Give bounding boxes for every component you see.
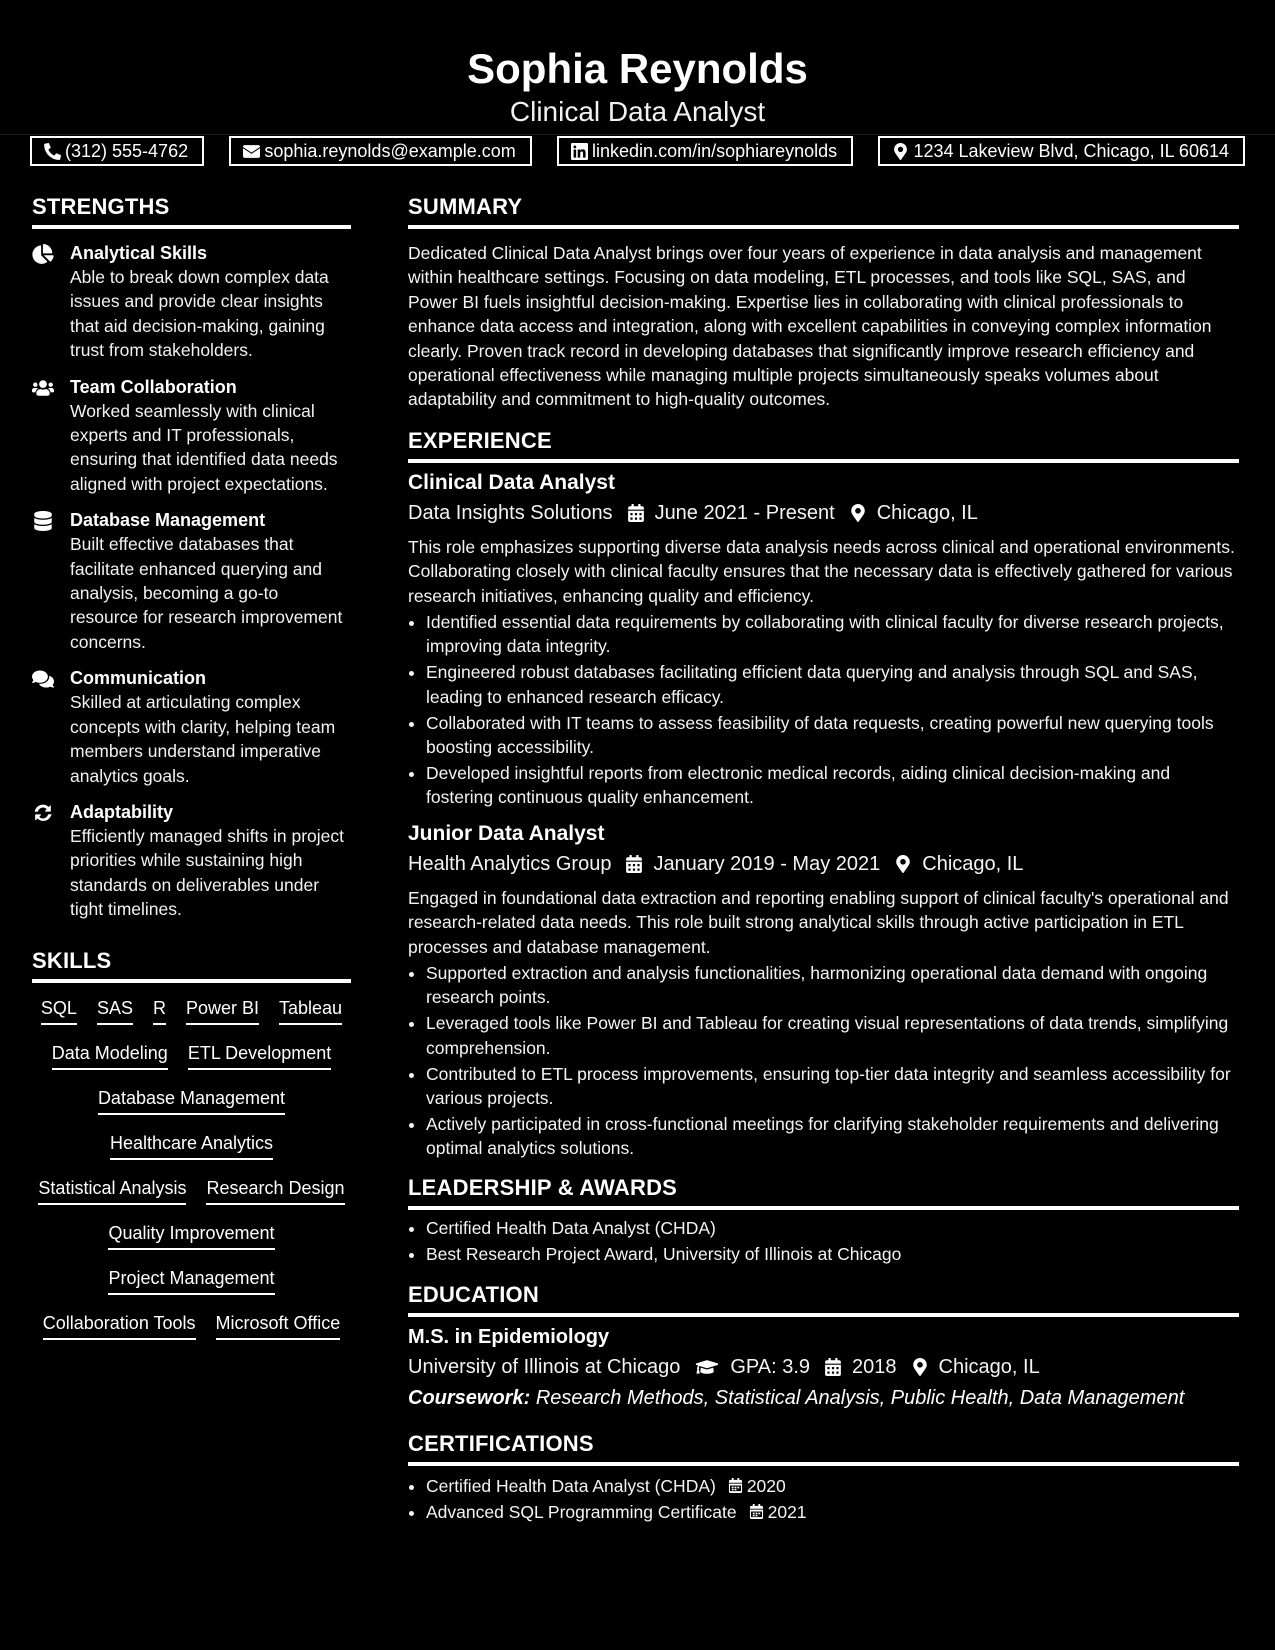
job-bullets xyxy=(408,610,1239,810)
experience-section xyxy=(408,426,1239,1161)
candidate-name: Sophia Reynolds xyxy=(467,45,808,92)
strength-item xyxy=(32,241,351,363)
strengths-section xyxy=(32,192,351,922)
skill-tag: Project Management xyxy=(108,1265,274,1295)
education-heading: EDUCATION xyxy=(408,1280,1239,1317)
skill-tag: Data Modeling xyxy=(52,1040,168,1070)
certification-year: 2020 xyxy=(746,1476,786,1497)
education-meta xyxy=(408,1351,1239,1383)
job-meta xyxy=(408,497,1239,529)
calendar-icon xyxy=(824,1358,842,1376)
contact-bar xyxy=(30,136,1245,166)
skill-tag: Quality Improvement xyxy=(108,1220,274,1250)
skills-heading: SKILLS xyxy=(32,946,351,983)
skill-tag: R xyxy=(153,995,166,1025)
linkedin-text: linkedin.com/in/sophiareynolds xyxy=(592,140,838,161)
strength-desc: Worked seamlessly with clinical experts and IT professionals, ensuring that identified data needs aligned with project expectations. xyxy=(70,400,338,494)
address-text: 1234 Lakeview Blvd, Chicago, IL 60614 xyxy=(913,140,1229,161)
calendar-icon xyxy=(627,504,645,522)
strength-item xyxy=(32,800,351,922)
calendar-icon xyxy=(749,1504,764,1519)
skill-tag: Research Design xyxy=(206,1175,344,1205)
skill-tag: Database Management xyxy=(98,1085,285,1115)
map-marker-icon xyxy=(892,143,909,160)
strength-title: Adaptability xyxy=(70,801,174,822)
phone-text: (312) 555-4762 xyxy=(65,140,189,161)
strength-title: Communication xyxy=(70,668,207,689)
strength-desc: Skilled at articulating complex concepts with clarity, helping team members understand imperative analytics goals. xyxy=(70,692,336,786)
job-title: Junior Data Analyst xyxy=(408,821,605,845)
list-item: • Identified essential data requirements by collaborating with clinical faculty for diverse research projects, improving data integrity. xyxy=(426,610,1239,659)
list-item: • Contributed to ETL process improvements, ensuring top-tier data integrity and seamless accessibility for various projects. xyxy=(426,1062,1239,1111)
strength-title: Team Collaboration xyxy=(70,376,237,397)
strength-title: Analytical Skills xyxy=(70,243,208,263)
strengths-heading: STRENGTHS xyxy=(32,192,351,229)
skill-tag: Healthcare Analytics xyxy=(110,1130,273,1160)
skill-tag: Power BI xyxy=(186,995,259,1025)
certification-year: 2021 xyxy=(767,1502,807,1522)
map-marker-icon xyxy=(911,1358,929,1376)
job-description: This role emphasizes supporting diverse data analysis needs across clinical and operational environments. Collaborating closely with clinical faculty ensures that the necessary data is effectively gathered for various research initiatives, enhancing quality and efficiency. xyxy=(408,536,1235,606)
calendar-icon xyxy=(625,855,643,873)
contact-linkedin[interactable] xyxy=(557,136,853,166)
strength-desc: Built effective databases that facilitate enhanced querying and analysis, becoming a go-to resource for research improvement concerns. xyxy=(70,534,343,652)
strength-item xyxy=(32,666,351,788)
certification-item xyxy=(426,1474,1239,1498)
degree-title: M.S. in Epidemiology xyxy=(408,1326,610,1349)
email-text: sophia.reynolds@example.com xyxy=(264,140,516,161)
list-item: • Engineered robust databases facilitating efficient data querying and analysis through SQL and SAS, leading to enhanced research efficacy. xyxy=(426,660,1239,709)
job-dates: June 2021 - Present xyxy=(654,501,835,524)
list-item: • Supported extraction and analysis functionalities, harmonizing operational data demand with ongoing research points. xyxy=(426,961,1239,1010)
left-column xyxy=(32,192,351,1355)
gpa-text: GPA: 3.9 xyxy=(730,1356,811,1379)
users-icon xyxy=(32,378,54,398)
graduation-year: 2018 xyxy=(852,1356,897,1379)
certifications-heading: CERTIFICATIONS xyxy=(408,1429,1239,1466)
phone-icon xyxy=(44,143,61,160)
right-column xyxy=(408,192,1239,1526)
graduation-cap-icon xyxy=(694,1358,720,1376)
pie-chart-icon xyxy=(32,244,54,264)
map-marker-icon xyxy=(849,504,867,522)
school-name: University of Illinois at Chicago xyxy=(408,1356,681,1379)
certifications-list xyxy=(408,1474,1239,1524)
list-item: • Best Research Project Award, University of Illinois at Chicago xyxy=(426,1242,1239,1266)
strength-desc: Efficiently managed shifts in project priorities while sustaining high standards on deliverables under tight timelines. xyxy=(70,825,344,920)
skill-tag: SQL xyxy=(41,995,77,1025)
comments-icon xyxy=(32,669,54,689)
strength-item xyxy=(32,375,351,497)
contact-address[interactable] xyxy=(878,136,1245,166)
skill-tag: Collaboration Tools xyxy=(43,1310,196,1340)
skill-tag: ETL Development xyxy=(188,1040,331,1070)
skill-tag: Tableau xyxy=(279,995,342,1025)
coursework-list: Research Methods, Statistical Analysis, Public Health, Data Management xyxy=(535,1387,1185,1410)
job-location: Chicago, IL xyxy=(876,501,978,524)
job-company: Health Analytics Group xyxy=(408,852,612,875)
job-description: Engaged in foundational data extraction and reporting enabling support of clinical faculty's operational and research-related data needs. This role built strong analytical skills through active participation in ETL processes and database management. xyxy=(408,887,1229,957)
skill-tag: Microsoft Office xyxy=(216,1310,341,1340)
job-bullets xyxy=(408,961,1239,1161)
experience-heading: EXPERIENCE xyxy=(408,426,1239,463)
leadership-section xyxy=(408,1173,1239,1266)
sync-icon xyxy=(32,803,54,823)
linkedin-icon xyxy=(571,143,588,160)
certifications-section xyxy=(408,1429,1239,1524)
skills-section xyxy=(32,946,351,1355)
leadership-heading: LEADERSHIP & AWARDS xyxy=(408,1173,1239,1210)
contact-phone[interactable] xyxy=(30,136,204,166)
certification-item xyxy=(426,1500,1239,1524)
job-entry xyxy=(408,469,1239,810)
list-item: • Developed insightful reports from electronic medical records, aiding clinical decision-making and fostering continuous quality enhancement. xyxy=(426,761,1239,810)
skills-list xyxy=(32,995,351,1355)
job-title: Clinical Data Analyst xyxy=(408,470,615,494)
education-section xyxy=(408,1280,1239,1413)
coursework xyxy=(408,1383,1239,1413)
map-marker-icon xyxy=(894,855,912,873)
job-company: Data Insights Solutions xyxy=(408,501,613,524)
candidate-title: Clinical Data Analyst xyxy=(509,96,766,127)
list-item: • Certified Health Data Analyst (CHDA) xyxy=(426,1216,1239,1240)
job-meta xyxy=(408,848,1239,880)
resume-header xyxy=(0,0,1275,161)
strength-title: Database Management xyxy=(70,510,266,531)
coursework-label: Coursework: xyxy=(408,1387,531,1410)
certification-name: Advanced SQL Programming Certificate xyxy=(426,1502,737,1522)
strength-desc: Able to break down complex data issues and provide clear insights that aid decision-making, gaining trust from stakeholders. xyxy=(70,267,329,361)
summary-heading: SUMMARY xyxy=(408,192,1239,229)
contact-email[interactable] xyxy=(229,136,531,166)
job-dates: January 2019 - May 2021 xyxy=(653,852,881,875)
job-location: Chicago, IL xyxy=(922,852,1024,875)
calendar-icon xyxy=(728,1478,743,1493)
summary-section xyxy=(408,192,1239,412)
skill-tag: Statistical Analysis xyxy=(38,1175,186,1205)
summary-text: Dedicated Clinical Data Analyst brings over four years of experience in data analysis and management within healthcare settings. Focusing on data modeling, ETL processes, and tools like SQL, SAS, and Power BI fuels insightful decision-making. Expertise lies in collaborating with clinical professionals to enhance data access and integration, along with excellent capabilities in conveying complex information clearly. Proven track record in developing databases that significantly improve research efficiency and operational effectiveness while managing multiple projects simultaneously speaks volumes about adaptability and commitment to high-quality outcomes. xyxy=(408,243,1212,410)
list-item: • Leveraged tools like Power BI and Tableau for creating visual representations of data trends, simplifying comprehension. xyxy=(426,1011,1239,1060)
envelope-icon xyxy=(243,143,260,160)
database-icon xyxy=(32,511,54,531)
school-location: Chicago, IL xyxy=(938,1356,1040,1379)
job-entry xyxy=(408,820,1239,1161)
list-item: • Actively participated in cross-functional meetings for clarifying stakeholder requirements and delivering optimal analytics solutions. xyxy=(426,1112,1239,1161)
skill-tag: SAS xyxy=(97,995,133,1025)
strength-item xyxy=(32,508,351,654)
leadership-list xyxy=(408,1216,1239,1266)
certification-name: Certified Health Data Analyst (CHDA) xyxy=(426,1476,716,1497)
list-item: • Collaborated with IT teams to assess feasibility of data requests, creating powerful new querying tools boosting accessibility. xyxy=(426,711,1239,760)
